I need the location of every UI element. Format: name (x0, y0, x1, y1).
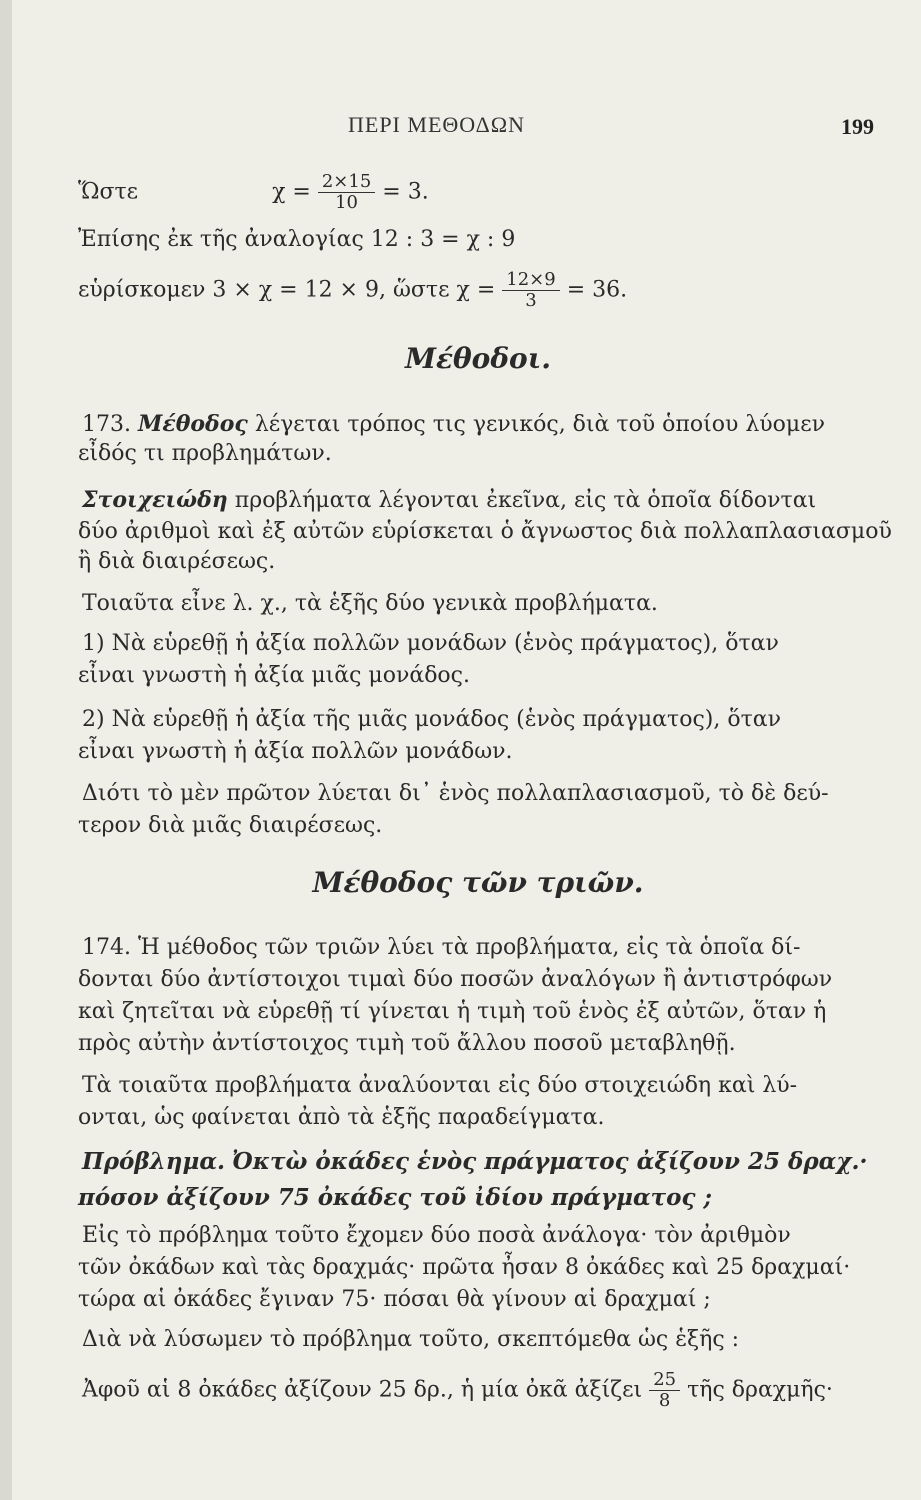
text-run: προβλήματα λέγονται ἐκεῖνα, εἰς τὰ ὁποῖα δίδονται (234, 488, 817, 513)
paragraph-173-line-1 (82, 410, 825, 439)
equation-3 (78, 270, 627, 311)
page-number: 199 (841, 114, 874, 139)
text-run: Ἀφοῦ αἱ 8 ὀκάδες ἀξίζουν 25 δρ., ἡ μία ὀκᾶ ἀξίζει (82, 1377, 643, 1403)
term-methodos: Μέθοδος (137, 411, 248, 437)
fraction-denominator: 10 (335, 192, 358, 213)
equation-1-lhs: χ = (272, 179, 311, 205)
equation-3-fraction (502, 270, 559, 311)
text-run: τῆς δραχμῆς· (687, 1377, 833, 1403)
problem-label: Πρόβλημα. (82, 1148, 226, 1175)
fraction-25-8 (649, 1370, 680, 1411)
item-1-line-1: 1) Νὰ εὑρεθῇ ἡ ἀξία πολλῶν μονάδων (ἑνὸς πράγματος), ὅταν (82, 631, 779, 656)
fraction-denominator: 8 (658, 1390, 671, 1411)
paragraph-examples: Τοιαῦτα εἶνε λ. χ., τὰ ἑξῆς δύο γενικὰ προβλήματα. (82, 591, 658, 616)
paragraph-173-line-2: εἶδός τι προβλημάτων. (78, 441, 332, 466)
fraction-numerator: 12×9 (502, 270, 559, 291)
text-run: λέγεται τρόπος τις γενικός, διὰ τοῦ ὁποίου λύομεν (254, 412, 825, 437)
equation-3-lead: εὑρίσκομεν 3 × χ = 12 × 9, ὥστε χ = (78, 277, 496, 303)
paragraph-stoicheiodi-line-1 (82, 486, 816, 515)
running-header (78, 112, 878, 142)
paragraph-174-line-3: καὶ ζητεῖται νὰ εὑρεθῇ τί γίνεται ἡ τιμὴ τοῦ ἑνὸς ἐξ αὐτῶν, ὅταν ἡ (78, 999, 827, 1024)
item-2-line-2: εἶναι γνωστὴ ἡ ἀξία πολλῶν μονάδων. (78, 739, 513, 764)
page-edge-shadow (0, 0, 12, 1500)
equation-3-rhs: = 36. (566, 277, 628, 303)
equation-1 (78, 172, 429, 213)
paragraph-number: 173. (82, 412, 131, 437)
equation-1-rhs: = 3. (382, 179, 429, 205)
item-2-line-1: 2) Νὰ εὑρεθῇ ἡ ἀξία τῆς μιᾶς μονάδος (ἑνὸς πράγματος), ὅταν (82, 707, 781, 732)
equation-2: Ἐπίσης ἐκ τῆς ἀναλογίας 12 : 3 = χ : 9 (78, 227, 516, 252)
paragraph-174-line-4: πρὸς αὐτὴν ἀντίστοιχος τιμὴ τοῦ ἄλλου ποσοῦ μεταβληθῇ. (78, 1031, 736, 1056)
paragraph-solved-line-2: ονται, ὡς φαίνεται ἀπὸ τὰ ἑξῆς παραδείγματα. (78, 1105, 605, 1130)
section-heading-methods: Μέθοδοι. (404, 342, 551, 375)
paragraph-problem-text-line-1: Εἰς τὸ πρόβλημα τοῦτο ἔχομεν δύο ποσὰ ἀνάλογα· τὸν ἀριθμὸν (82, 1223, 791, 1248)
paragraph-174-line-1: 174. Ἡ μέθοδος τῶν τριῶν λύει τὰ προβλήματα, εἰς τὰ ὁποῖα δί- (82, 935, 801, 960)
paragraph-solved-line-1: Τὰ τοιαῦτα προβλήματα ἀναλύονται εἰς δύο στοιχειώδη καὶ λύ- (82, 1073, 798, 1098)
item-1-line-2: εἶναι γνωστὴ ἡ ἀξία μιᾶς μονάδος. (78, 663, 470, 688)
paragraph-stoicheiodi-line-2: δύο ἀριθμοὶ καὶ ἐξ αὐτῶν εὑρίσκεται ὁ ἄγνωστος διὰ πολλαπλασιασμοῦ (78, 519, 892, 544)
problem-line-2: πόσον ἀξίζουν 75 ὀκάδες τοῦ ἰδίου πράγματος ; (78, 1184, 712, 1211)
fraction-numerator: 2×15 (318, 172, 375, 193)
paragraph-problem-text-line-2: τῶν ὀκάδων καὶ τὰς δραχμάς· πρῶτα ἦσαν 8 ὀκάδες καὶ 25 δραχμαί· (78, 1255, 851, 1280)
paragraph-stoicheiodi-line-3: ἢ διὰ διαιρέσεως. (78, 549, 276, 574)
paragraph-174-line-2: δονται δύο ἀντίστοιχοι τιμαὶ δύο ποσῶν ἀναλόγων ἢ ἀντιστρόφων (78, 967, 833, 992)
paragraph-think: Διὰ νὰ λύσωμεν τὸ πρόβλημα τοῦτο, σκεπτόμεθα ὡς ἑξῆς : (82, 1327, 740, 1352)
paragraph-last (82, 1370, 833, 1411)
paragraph-dioti-line-2: τερον διὰ μιᾶς διαιρέσεως. (78, 813, 383, 838)
fraction-numerator: 25 (649, 1370, 680, 1391)
equation-1-fraction (318, 172, 375, 213)
problem-line-1 (82, 1148, 867, 1177)
paragraph-dioti-line-1: Διότι τὸ μὲν πρῶτον λύεται δι᾽ ἑνὸς πολλαπλασιασμοῦ, τὸ δὲ δεύ- (82, 781, 829, 806)
term-stoicheiodi: Στοιχειώδη (82, 487, 228, 513)
equation-1-lead: Ὥστε (78, 179, 139, 205)
running-title: ΠΕΡΙ ΜΕΘΟΔΩΝ (348, 112, 525, 137)
section-heading-rule-of-three: Μέθοδος τῶν τριῶν. (312, 866, 644, 899)
fraction-denominator: 3 (525, 290, 537, 311)
paragraph-problem-text-line-3: τώρα αἱ ὀκάδες ἔγιναν 75· πόσαι θὰ γίνουν αἱ δραχμαί ; (78, 1287, 711, 1312)
problem-statement: Ὀκτὼ ὀκάδες ἑνὸς πράγματος ἀξίζουν 25 δραχ.· (232, 1148, 868, 1175)
